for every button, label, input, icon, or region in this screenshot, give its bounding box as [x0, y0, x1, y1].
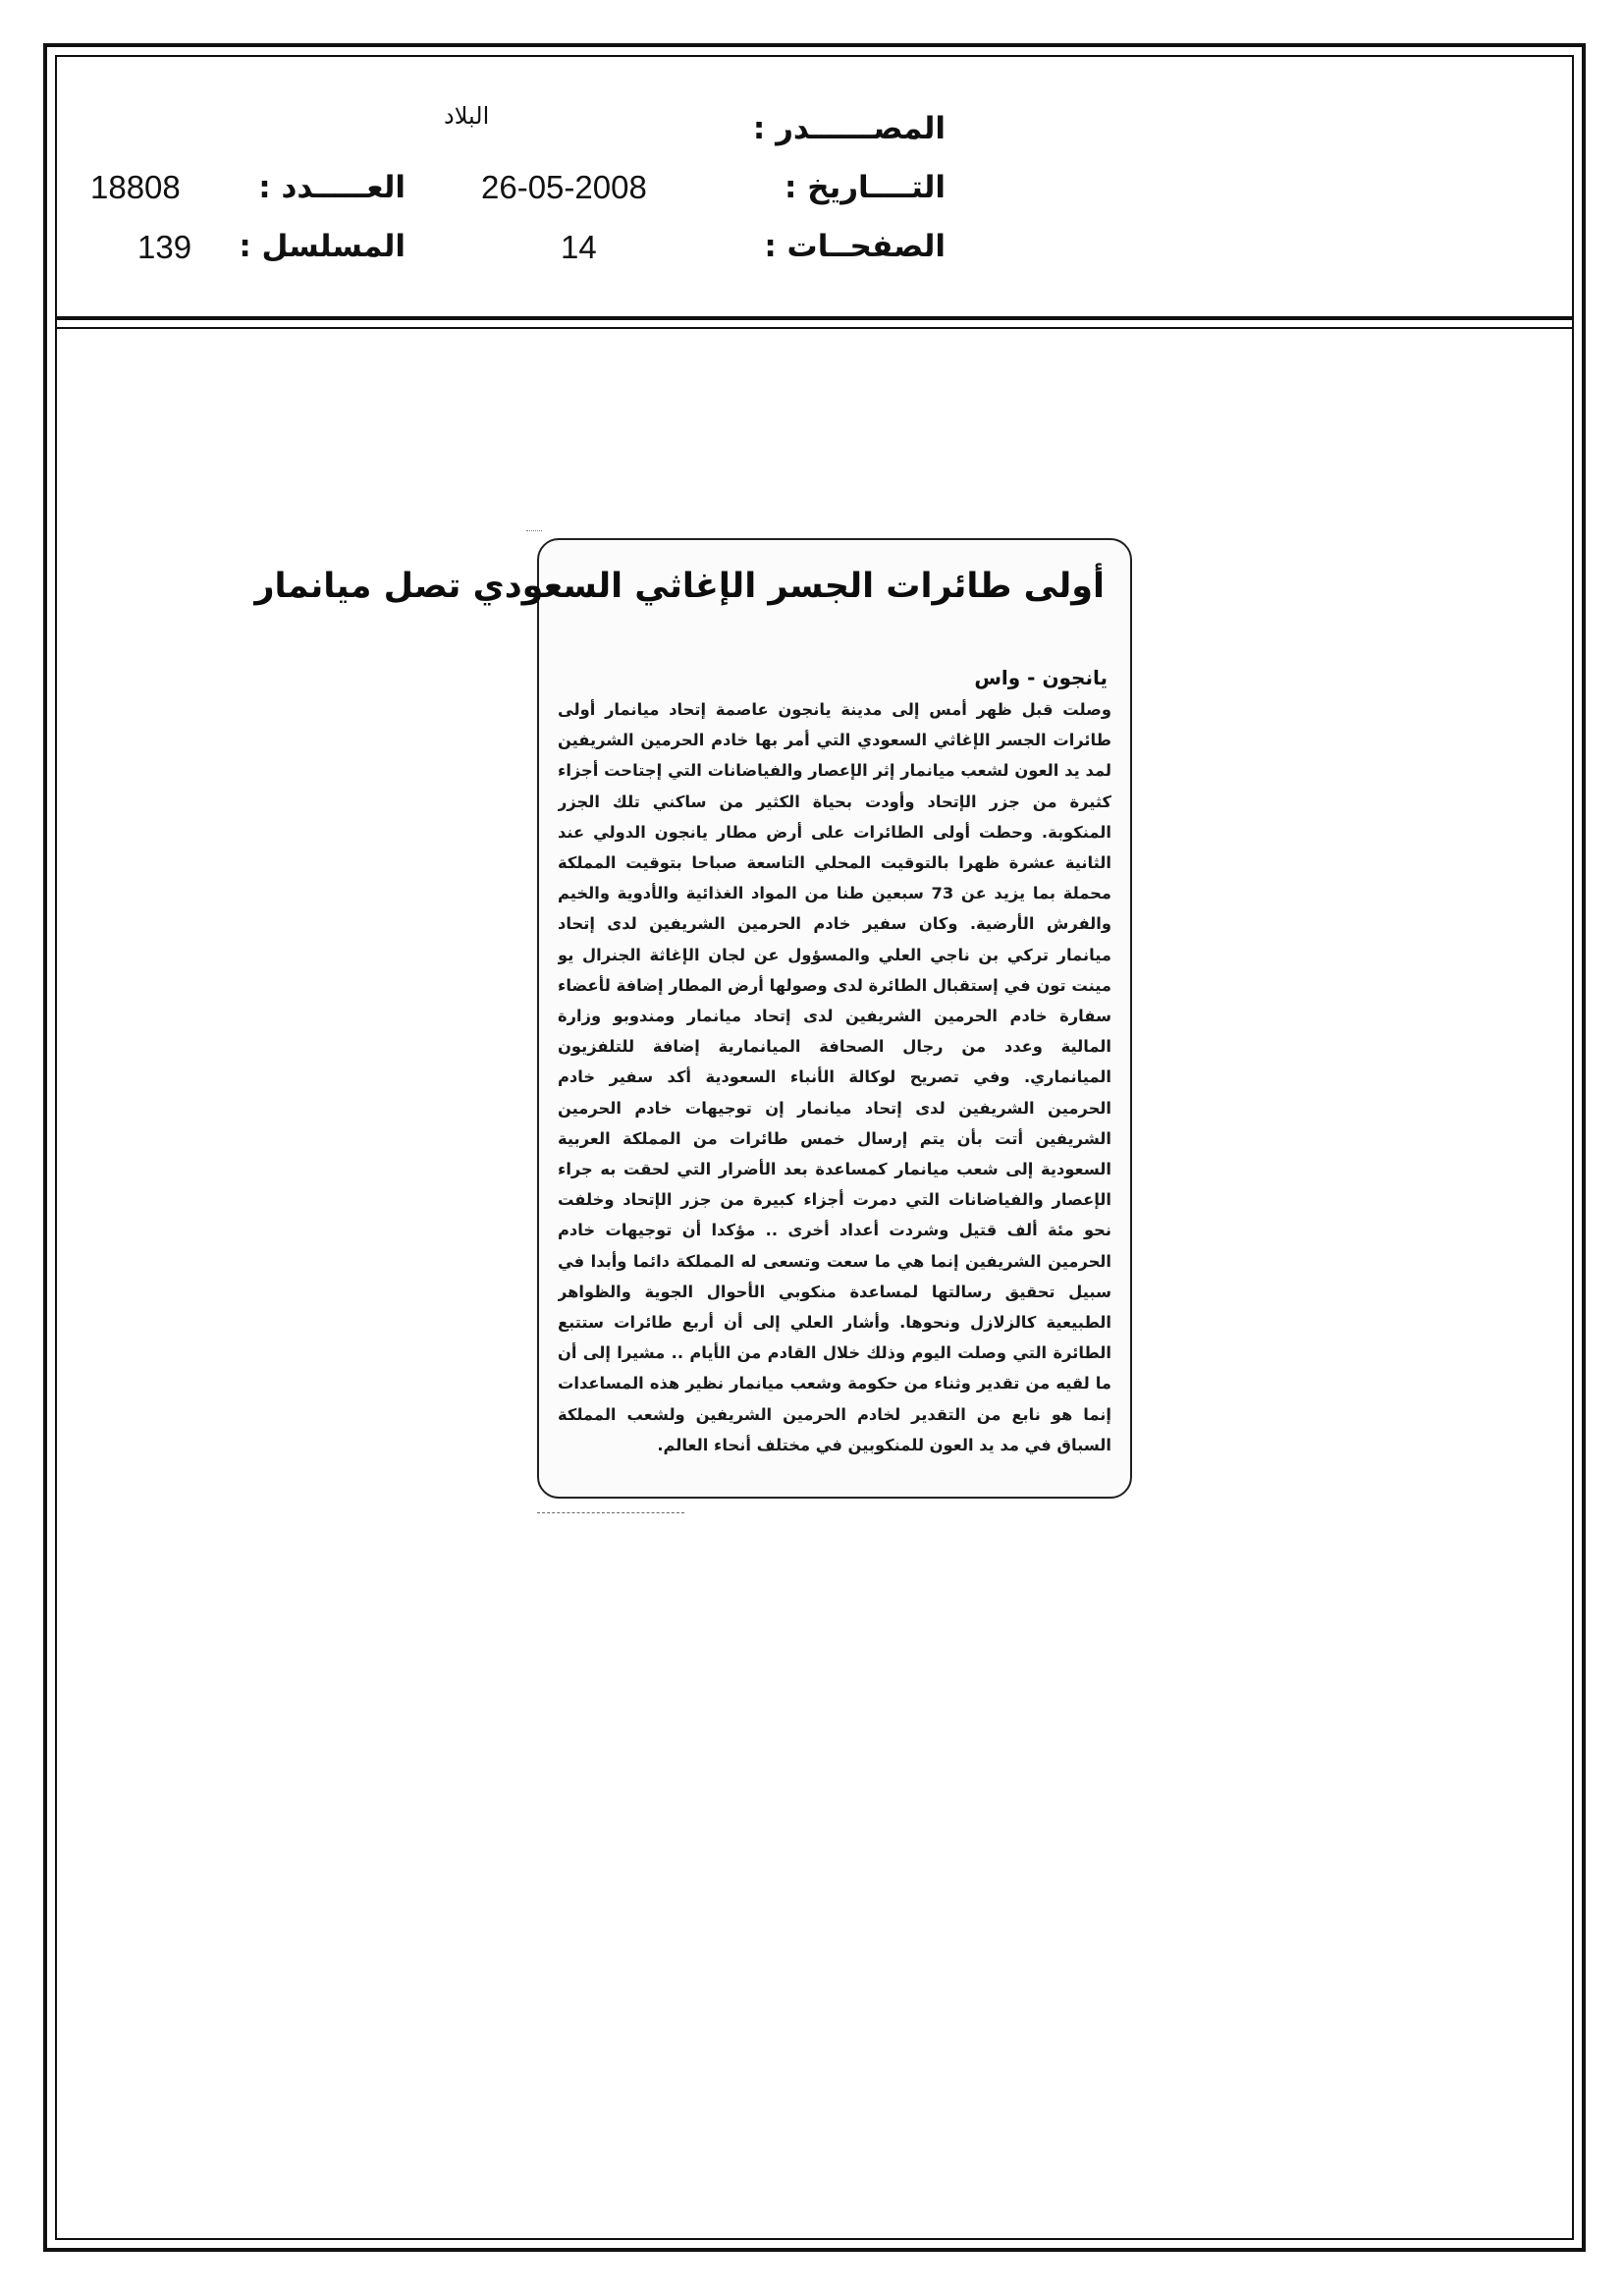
header-divider-thick — [55, 316, 1574, 320]
issue-value: 18808 — [90, 169, 181, 205]
pages-label: الصفحــات : — [764, 229, 946, 264]
date-value: 26-05-2008 — [481, 169, 647, 205]
issue-label: العـــــدد : — [258, 170, 406, 205]
article-headline: أولى طائرات الجسر الإغاثي السعودي تصل ميانمار — [254, 567, 1105, 606]
serial-value: 139 — [137, 229, 192, 265]
source-value: البلاد — [444, 102, 490, 130]
date-label: التــــاريخ : — [784, 170, 946, 205]
source-label: المصــــــدر : — [752, 111, 946, 146]
header-divider-thin — [55, 327, 1574, 329]
serial-label: المسلسل : — [239, 229, 406, 264]
clipping-cut-line — [537, 1512, 684, 1513]
scan-noise — [526, 530, 542, 537]
pages-value: 14 — [561, 229, 597, 265]
article-body: وصلت قبل ظهر أمس إلى مدينة يانجون عاصمة إتحاد ميانمار أولى طائرات الجسر الإغاثي السعودي التي أمر بها خادم الحرمين الشريفين لمد يد العون لشعب ميانمار إثر الإعصار والفياضانات التي إجتاحت أجزاء كثيرة من جزر الإتحاد وأودت بحياة الكثير من ساكني تلك الجزر المنكوبة. وحطت أولى الطائرات على أرض مطار يانجون الدولي عند الثانية عشرة ظهرا بالتوقيت المحلي التاسعة صباحا بتوقيت المملكة محملة بما يزيد عن 73 سبعين طنا من المواد الغذائية والأدوية والخيم والفرش الأرضية. وكان سفير خادم الحرمين الشريفين لدى إتحاد ميانمار تركي بن ناجي العلي والمسؤول عن لجان الإغاثة الجنرال يو مينت تون في إستقبال الطائرة لدى وصولها أرض المطار إضافة لأعضاء سفارة خادم الحرمين الشريفين لدى إتحاد ميانمار ومندوبو وزارة المالية وعدد من رجال الصحافة الميانمارية إضافة للتلفزيون الميانماري. وفي تصريح لوكالة الأنباء السعودية أكد سفير خادم الحرمين الشريفين لدى إتحاد ميانمار إن توجيهات خادم الحرمين الشريفين أتت بأن يتم إرسال خمس طائرات من المملكة العربية السعودية إلى شعب ميانمار كمساعدة بعد الأضرار التي لحقت به جراء الإعصار والفياضانات التي دمرت أجزاء كبيرة من جزر الإتحاد وخلفت نحو مئة ألف قتيل وشردت أعداد أخرى .. مؤكدا أن توجيهات خادم الحرمين الشريفين إنما هي ما سعت وتسعى له المملكة دائما وأبدا في سبيل تحقيق رسالتها لمساعدة منكوبي الأحوال الجوية والظواهر الطبيعية كالزلازل ونحوها. وأشار العلي إلى أن أربع طائرات ستتبع الطائرة التي وصلت اليوم وذلك خلال القادم من الأيام .. مشيرا إلى أن ما لقيه من تقدير وثناء من حكومة وشعب ميانمار نظير هذه المساعدات إنما هو نابع من التقدير لخادم الحرمين الشريفين ولشعب المملكة السباق في مد يد العون للمنكوبين في مختلف أنحاء العالم. — [558, 700, 1111, 1454]
article-dateline: يانجون - واس — [974, 666, 1108, 689]
